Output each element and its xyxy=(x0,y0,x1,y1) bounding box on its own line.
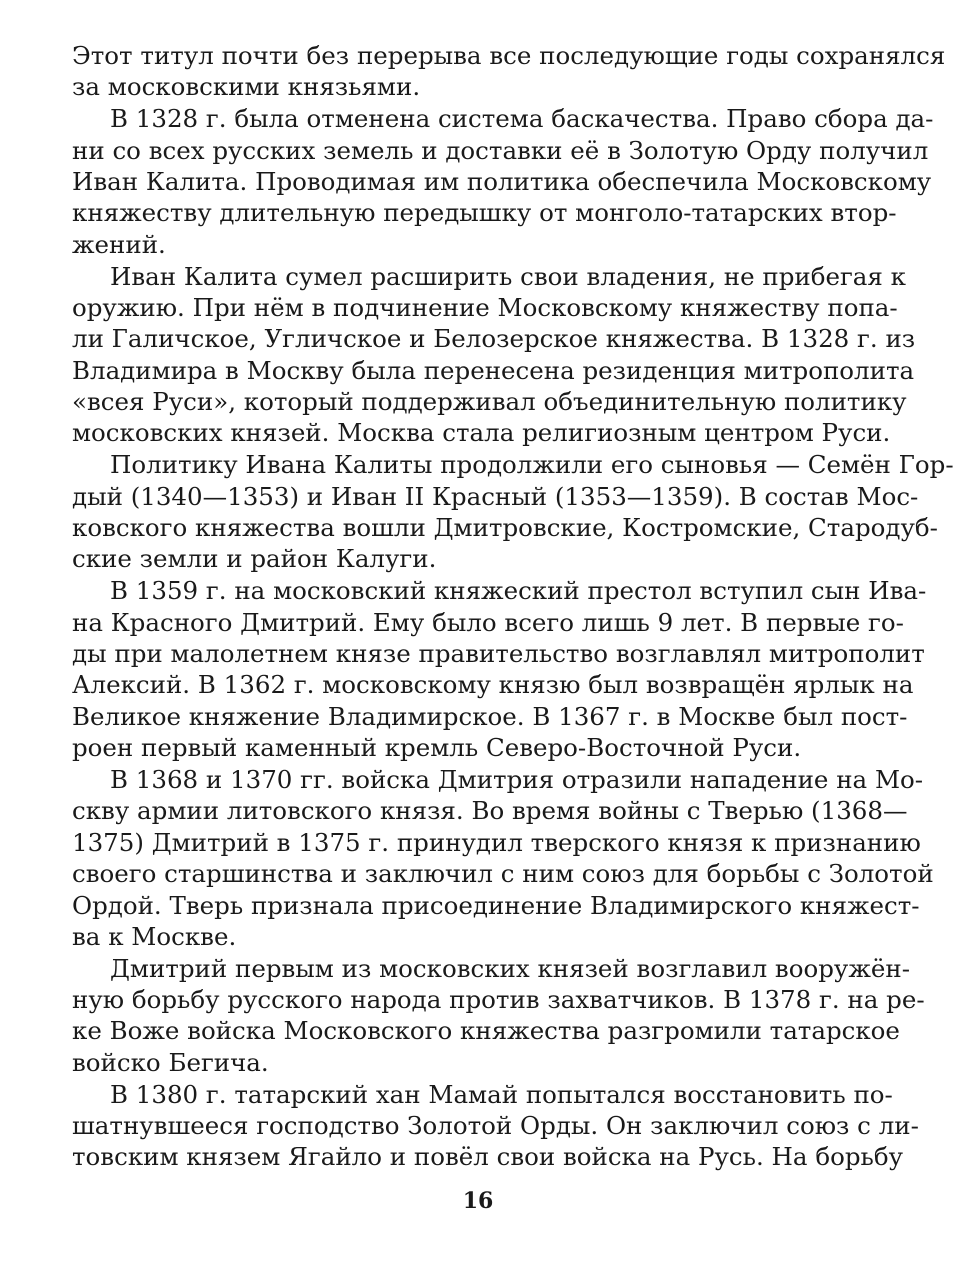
text-line: ковского княжества вошли Дмитровские, Костромские, Стародуб- xyxy=(72,513,938,543)
text-line: Великое княжение Владимирское. В 1367 г. в Москве был пост- xyxy=(72,701,908,731)
paragraph xyxy=(72,449,954,575)
text-line: ва к Москве. xyxy=(72,921,237,951)
text-line: своего старшинства и заключил с ним союз для борьбы с Золотой xyxy=(72,859,934,889)
text-line: московских князей. Москва стала религиозным центром Руси. xyxy=(72,418,891,448)
paragraph xyxy=(72,953,925,1079)
text-line: роен первый каменный кремль Северо-Восточной Руси. xyxy=(72,733,802,763)
text-line: княжеству длительную передышку от монголо-татарских втор- xyxy=(72,198,897,228)
text-line: ни со всех русских земель и доставки её в Золотую Орду получил xyxy=(72,135,929,165)
text-line: жений. xyxy=(72,229,166,259)
text-line: В 1368 и 1370 гг. войска Дмитрия отразили нападение на Мо- xyxy=(110,764,924,794)
paragraph xyxy=(72,261,916,449)
paragraph xyxy=(72,1079,919,1173)
paragraph xyxy=(72,103,934,260)
text-line: ли Галичское, Угличское и Белозерское княжества. В 1328 г. из xyxy=(72,324,916,354)
text-line: 1375) Дмитрий в 1375 г. принудил тверского князя к признанию xyxy=(72,827,921,857)
text-line: ке Воже войска Московского княжества разгромили татарское xyxy=(72,1016,900,1046)
text-line: на Красного Дмитрий. Ему было всего лишь 9 лет. В первые го- xyxy=(72,607,904,637)
text-line: В 1359 г. на московский княжеский престол вступил сын Ива- xyxy=(110,576,927,606)
text-line: ды при малолетнем князе правительство возглавлял митрополит xyxy=(72,638,925,668)
text-line: шатнувшееся господство Золотой Орды. Он заключил союз с ли- xyxy=(72,1111,919,1141)
text-line: Этот титул почти без перерыва все последующие годы сохранялся xyxy=(72,41,946,70)
text-line: Иван Калита. Проводимая им политика обеспечила Московскому xyxy=(72,166,932,196)
text-line: Иван Калита сумел расширить свои владения, не прибегая к xyxy=(110,261,906,291)
text-line: Дмитрий первым из московских князей возглавил вооружён- xyxy=(110,953,910,983)
text-line: войско Бегича. xyxy=(72,1047,269,1077)
body-text xyxy=(72,40,954,1173)
text-line: скву армии литовского князя. Во время войны с Тверью (1368— xyxy=(72,796,908,826)
text-line: В 1380 г. татарский хан Мамай попытался восстановить по- xyxy=(110,1079,893,1109)
text-line: Ордой. Тверь признала присоединение Владимирского княжест- xyxy=(72,890,920,920)
text-line: Алексий. В 1362 г. московскому князю был возвращён ярлык на xyxy=(72,670,914,700)
paragraph xyxy=(72,764,934,952)
page-number: 16 xyxy=(462,1188,494,1214)
paragraph xyxy=(72,40,946,103)
text-line: дый (1340—1353) и Иван II Красный (1353—1359). В состав Мос- xyxy=(72,481,919,511)
text-line: оружию. При нём в подчинение Московскому княжеству попа- xyxy=(72,292,898,322)
text-line: за московскими князьями. xyxy=(72,72,421,102)
text-line: Политику Ивана Калиты продолжили его сыновья — Семён Гор- xyxy=(110,450,954,480)
text-line: «всея Руси», который поддерживал объединительную политику xyxy=(72,387,907,417)
text-line: товским князем Ягайло и повёл свои войска на Русь. На борьбу xyxy=(72,1142,904,1172)
text-line: Владимира в Москву была перенесена резиденция митрополита xyxy=(72,355,915,385)
text-line: ную борьбу русского народа против захватчиков. В 1378 г. на ре- xyxy=(72,985,925,1015)
text-line: ские земли и район Калуги. xyxy=(72,544,437,574)
text-line: В 1328 г. была отменена система баскачества. Право сбора да- xyxy=(110,104,934,134)
paragraph xyxy=(72,575,927,763)
